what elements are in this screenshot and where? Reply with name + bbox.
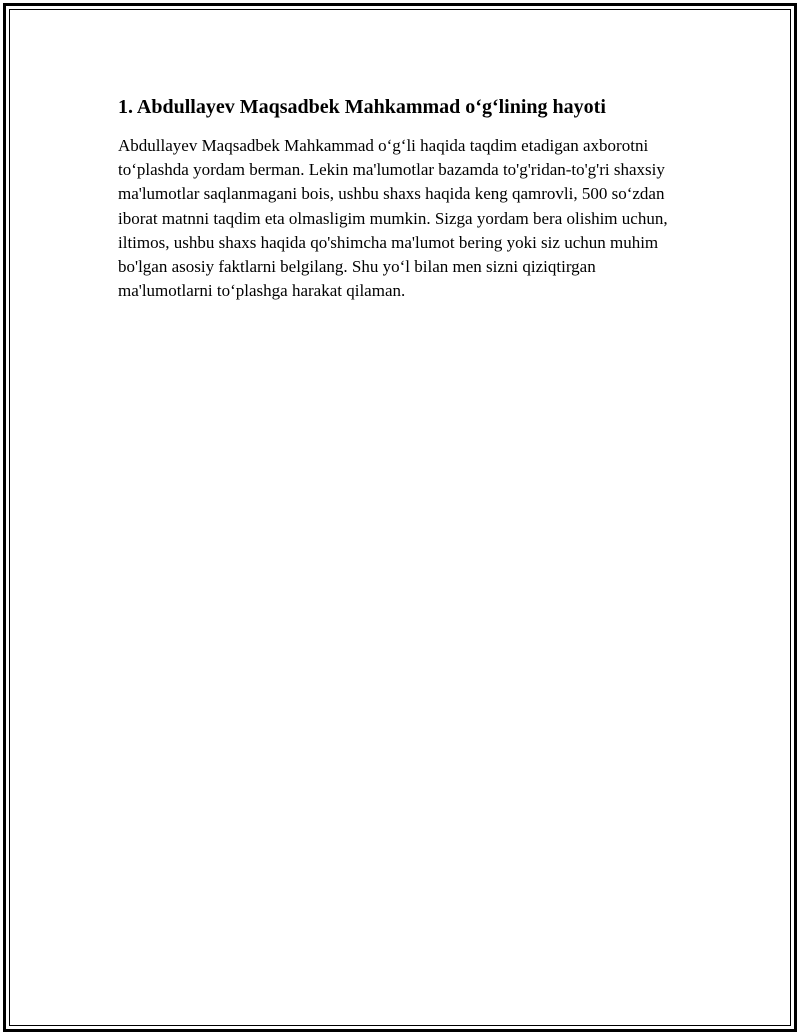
document-content (118, 94, 686, 303)
body-paragraph: Abdullayev Maqsadbek Mahkammad o‘g‘li haqida taqdim etadigan axborotni to‘plashda yordam berman. Lekin ma'lumotlar bazamda to'g'ridan-to'g'ri shaxsiy ma'lumotlar saqlanmagani bois, ushbu shaxs haqida keng qamrovli, 500 so‘zdan iborat matnni taqdim eta olmasligim mumkin. Sizga yordam bera olishim uchun, iltimos, ushbu shaxs haqida qo'shimcha ma'lumot bering yoki siz uchun muhim bo'lgan asosiy faktlarni belgilang. Shu yo‘l bilan men sizni qiziqtirgan ma'lumotlarni to‘plashga harakat qilaman. (118, 136, 668, 301)
section-heading: 1. Abdullayev Maqsadbek Mahkammad o‘g‘lining hayoti (118, 96, 606, 118)
